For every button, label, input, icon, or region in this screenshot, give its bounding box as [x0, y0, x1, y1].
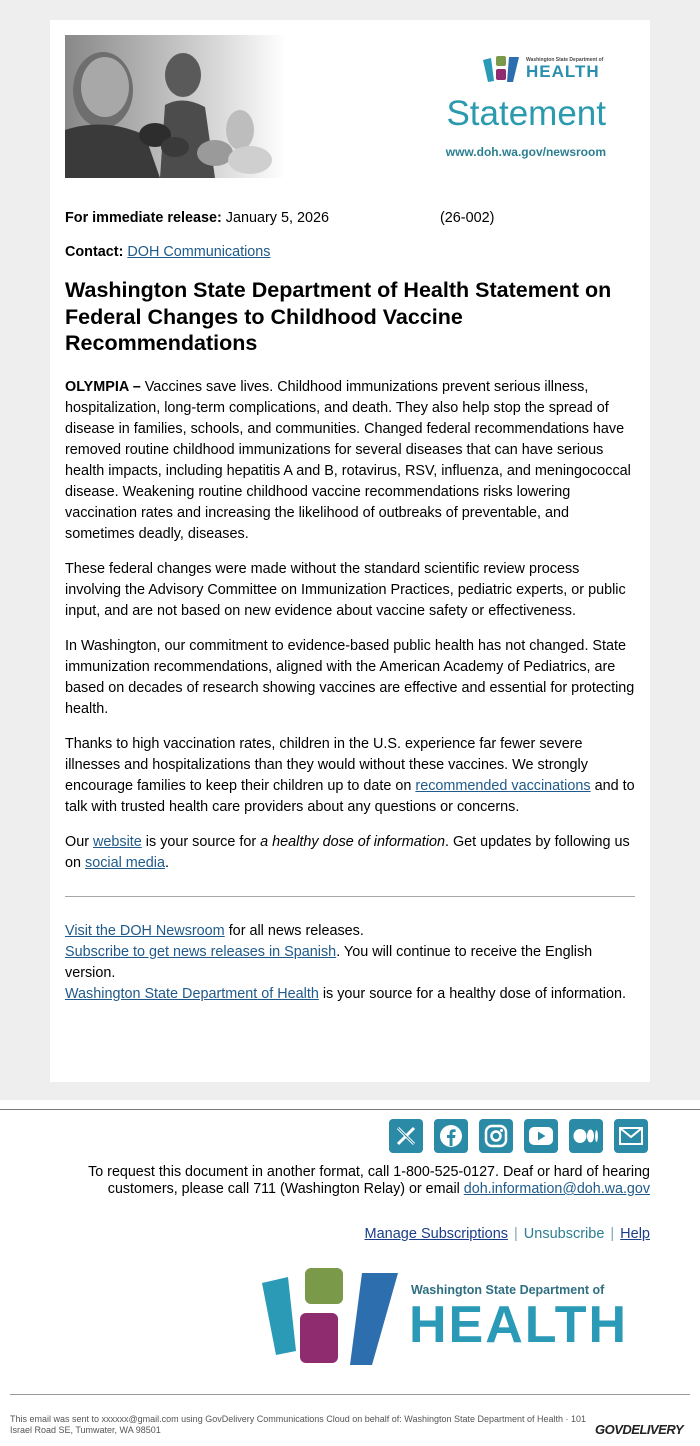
body-paragraph-1: [65, 377, 635, 545]
social-media-link[interactable]: social media: [85, 854, 166, 871]
statement-title: Statement: [446, 94, 606, 133]
accessibility-notice: [40, 1164, 650, 1198]
doh-logo-mark-icon: [482, 54, 524, 86]
separator: |: [610, 1226, 615, 1242]
instagram-icon[interactable]: [479, 1119, 513, 1153]
release-code: (26-002): [440, 210, 495, 226]
spanish-subscribe-link[interactable]: Subscribe to get news releases in Spanish: [65, 943, 337, 960]
notice-text: To request this document in another format, call 1-800-525-0127. Deaf or hard of hearing customers, please call 711 (Washington Relay) or email: [88, 1164, 650, 1197]
doh-logo-large: [258, 1265, 642, 1369]
manage-subscriptions-link[interactable]: Manage Subscriptions: [364, 1226, 509, 1242]
govdelivery-logo: GOVDELIVERY: [595, 1422, 684, 1437]
dateline: OLYMPIA –: [65, 378, 141, 395]
doh-health-large: HEALTH: [409, 1296, 629, 1354]
page-title: Washington State Department of Health Statement on Federal Changes to Childhood Vaccine Recommendations: [65, 278, 612, 355]
medium-icon[interactable]: [569, 1119, 603, 1153]
hero-photo: [65, 35, 285, 178]
body-paragraph-5: [65, 832, 635, 874]
contact-link[interactable]: DOH Communications: [127, 244, 271, 260]
help-link[interactable]: Help: [620, 1226, 650, 1242]
body-text: .: [165, 854, 170, 871]
release-date: January 5, 2026: [225, 210, 329, 226]
subscription-links: [40, 1226, 650, 1242]
body-text: Vaccines save lives. Childhood immunizations prevent serious illness, hospitalization, long-term complications, and death. They also help stop the spread of disease in families, schools, and communities. Changed federal recommendations have removed routine childhood immunizations for several diseases that can have serious health impacts, including hepatitis A and B, rotavirus, RSV, influenza, and meningococcal disease. Weakening routine childhood vaccine recommendations risks lowering vaccination rates and increasing the likelihood of outbreaks of preventable, and sometimes deadly, diseases.: [65, 378, 631, 542]
body-text: Thanks to high vaccination rates, children in the U.S. experience far fewer severe illnesses and hospitalizations than they would without these vaccines. We strongly encourage families to keep their children up to date on: [65, 735, 588, 794]
footer-rule: [0, 1109, 700, 1110]
email-icon[interactable]: [614, 1119, 648, 1153]
newsletter-card: [50, 20, 650, 1082]
divider: [65, 896, 635, 897]
newsroom-url: www.doh.wa.gov/newsroom: [445, 145, 606, 159]
body-italic: a healthy dose of information: [260, 833, 445, 850]
footer-text: for all news releases.: [228, 922, 364, 939]
body-text: and to talk with trusted health care providers about any questions or concerns.: [65, 777, 635, 815]
youtube-icon[interactable]: [524, 1119, 558, 1153]
body-text: . Get updates by following us on: [65, 833, 630, 871]
x-icon[interactable]: [389, 1119, 423, 1153]
recommended-vaccinations-link[interactable]: recommended vaccinations: [415, 777, 591, 794]
separator: |: [514, 1226, 518, 1242]
footer-links: [65, 921, 635, 1005]
footer-text: . You will continue to receive the English version.: [65, 943, 593, 981]
contact-label: Contact:: [65, 244, 124, 260]
release-content: [65, 208, 635, 1005]
release-line: [65, 208, 635, 230]
doh-email-link[interactable]: doh.information@doh.wa.gov: [463, 1181, 650, 1197]
body-paragraph-4: [65, 734, 635, 818]
facebook-icon[interactable]: [434, 1119, 468, 1153]
contact-line: [65, 242, 635, 263]
newsroom-link[interactable]: Visit the DOH Newsroom: [65, 922, 225, 939]
body-text: is your source for: [145, 833, 257, 850]
website-link[interactable]: website: [93, 833, 142, 850]
body-paragraph-2: These federal changes were made without the standard scientific review process involving the Advisory Committee on Immunization Practices, pediatric experts, or public input, and are not based on new evidence about vaccine safety or effectiveness.: [65, 560, 626, 619]
spanish-line: [65, 942, 635, 984]
release-label: For immediate release:: [65, 210, 222, 226]
bottom-rule: [10, 1394, 690, 1395]
doh-health-small: HEALTH: [526, 62, 600, 81]
doh-logo-mark-large-icon: [258, 1265, 403, 1369]
doh-link[interactable]: Washington State Department of Health: [65, 985, 319, 1002]
doh-org-small: Washington State Department of: [526, 57, 604, 63]
newsroom-line: [65, 921, 635, 942]
unsubscribe-link[interactable]: Unsubscribe: [523, 1226, 605, 1242]
body-text: Our: [65, 833, 89, 850]
doh-line: [65, 984, 635, 1005]
doh-org-large: Washington State Department of: [411, 1283, 605, 1297]
fine-print: This email was sent to xxxxxx@gmail.com using GovDelivery Communications Cloud on behalf of: Washington State Department of Health · 101 Israel Road SE, Tumwater, WA 98501: [10, 1414, 587, 1435]
body-paragraph-3: In Washington, our commitment to evidence-based public health has not changed. State immunization recommendations, aligned with the American Academy of Pediatrics, are based on decades of research showing vaccines are effective and essential for protecting health.: [65, 637, 635, 717]
doh-logo-small: [482, 54, 608, 86]
footer-text: is your source for a healthy dose of information.: [322, 985, 627, 1002]
